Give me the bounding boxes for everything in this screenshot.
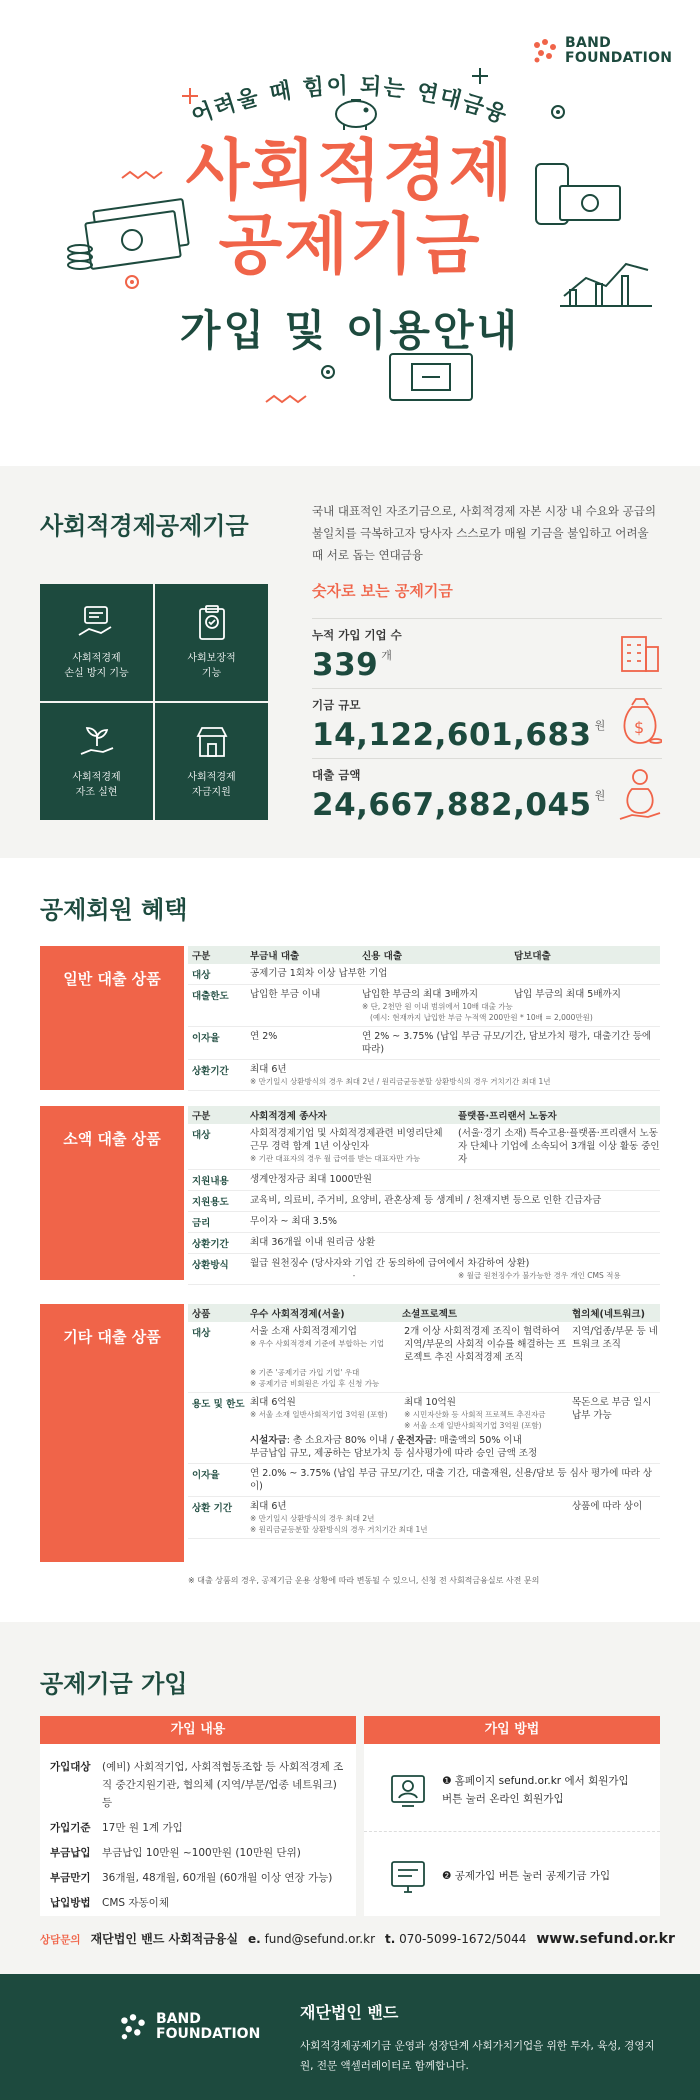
stat-value: 24,667,882,045 xyxy=(312,787,592,823)
table-row: 지원용도 교육비, 의료비, 주거비, 요양비, 관혼상제 등 생계비 / 천재지변 등으로 인한 긴급자금 xyxy=(188,1191,660,1212)
table-general-loan xyxy=(188,946,660,1091)
about-title: 사회적경제공제기금 xyxy=(40,512,249,540)
svg-text:어려울 때 힘이 되는 연대금융 xyxy=(188,73,511,128)
money-bag-hand-icon xyxy=(618,767,662,821)
stat-value: 14,122,601,683 xyxy=(312,717,592,753)
table-header: 구분 사회적경제 종사자 플랫폼·프리랜서 노동자 xyxy=(188,1106,660,1124)
table-row: 대상 서울 소재 사회적경제기업 ※ 우수 사회적경제 기준에 부합하는 기업 2개 이상 사회적경제 조직이 협력하여 지역/부문의 사회적 이슈를 해결하는 프로젝트 추진 사회적경제 조직 ※ 기존 '공제기금 가입 기업' 우대 ※ 공제기금 비회원은 가입 후 신청 가능 지역/업종/부문 등 네트워크 조직 xyxy=(188,1322,660,1393)
stat-unit: 원 xyxy=(594,789,606,802)
feature-tiles xyxy=(40,584,268,820)
band-foundation-logo[interactable] xyxy=(531,36,672,66)
stat-fund-size xyxy=(312,688,662,754)
hero-title-line2: 공제기금 xyxy=(218,206,482,283)
table-row: 대상 공제기금 1회차 이상 납부한 기업 xyxy=(188,964,660,985)
monitor-icon xyxy=(388,1856,428,1896)
footer-title: 재단법인 밴드 xyxy=(300,2003,399,2022)
benefits-title: 공제회원 혜택 xyxy=(40,896,188,924)
benefits-footnote: ※ 대출 상품의 경우, 공제기금 운용 상황에 따라 변동될 수 있으니, 신청 전 사회적금융실로 사전 문의 xyxy=(188,1576,540,1585)
join-content-box xyxy=(40,1744,356,1916)
join-row: 부금만기 36개월, 48개월, 60개월 (60개월 이상 연장 가능) xyxy=(50,1872,333,1884)
stat-label: 누적 가입 기업 수 xyxy=(312,628,402,642)
store-icon xyxy=(194,724,230,760)
hand-coin-icon xyxy=(77,605,117,641)
table-row: 상환 기간 최대 6년 ※ 만기일시 상환방식의 경우 최대 2년 ※ 원리금균등분할 상환방식의 경우 거치기간 최대 1년 상품에 따라 상이 xyxy=(188,1497,660,1539)
feature-tile: 사회보장적 기능 xyxy=(155,584,268,701)
feature-tile: 사회적경제 자조 실현 xyxy=(40,703,153,820)
table-row: 상환기간 최대 36개월 이내 원리금 상환 xyxy=(188,1233,660,1254)
join-row: 납입방법 CMS 자동이체 xyxy=(50,1897,169,1909)
stat-loan-amount xyxy=(312,758,662,828)
atm-screen-icon xyxy=(386,350,476,410)
hero-subtitle xyxy=(0,70,700,128)
wave-line-icon xyxy=(264,392,314,406)
stat-label: 대출 금액 xyxy=(312,768,361,782)
badge-clipboard-icon xyxy=(194,605,230,641)
table-row: 상환방식 월급 원천징수 (당사자와 기업 간 동의하에 급여에서 차감하여 상환) - ※ 월급 원천징수가 불가능한 경우 개인 CMS 적용 xyxy=(188,1254,660,1285)
contact-label: 상담문의 xyxy=(40,1934,81,1946)
about-description: 국내 대표적인 자조기금으로, 사회적경제 자본 시장 내 수요와 공급의 불일치를 극복하고자 당사자 스스로가 매월 기금을 불입하고 어려울 때 서로 돕는 연대금융 xyxy=(312,504,656,562)
table-row: 용도 및 한도 최대 6억원 ※ 서울 소재 일반사회적기업 3억원 (포함) 최대 10억원 ※ 시민자산화 등 사회적 프로젝트 추진자금 ※ 서울 소재 일반사회적기업 3억원 (포함) 시설자금: 총 소요자금 80% 이내 / 운전자금: 매출액의 50% 이내 부금납입 규모, 제공하는 담보가치 등 심사평가에 따라 승인 금액 조정 목돈으로 부금 일시납부 가능 xyxy=(188,1393,660,1464)
table-other-loan xyxy=(188,1304,660,1539)
stat-members xyxy=(312,618,662,684)
user-profile-icon xyxy=(388,1770,428,1810)
table-row: 지원내용 생계안정자금 최대 1000만원 xyxy=(188,1170,660,1191)
join-row: 가입대상 (예비) 사회적기업, 사회적협동조합 등 사회적경제 조직 중간지원기관, 협의체 (지역/부문/업종 네트워크) 등 xyxy=(50,1761,344,1809)
contact-bar: 상담문의 재단법인 밴드 사회적금융실 e. fund@sefund.or.kr t. 070-5099-1672/5044 www.sefund.or.kr xyxy=(40,1931,675,1947)
join-method-header: 가입 방법 xyxy=(364,1716,660,1744)
method-fund-join[interactable]: ❷ 공제가입 버튼 눌러 공제기금 가입 xyxy=(364,1834,660,1918)
table-row: 대출한도 납입한 부금 이내 납입한 부금의 최대 3배까지 납입 부금의 최대 5배까지 ※ 단, 2천만 원 이내 범위에서 10배 대출 가능 (예시: 현재까지 납입한 부금 누적액 200만원 * 10배 = 2,000만원) xyxy=(188,985,660,1027)
hero-title-line3: 가입 및 이용안내 xyxy=(179,306,521,355)
method-online-signup[interactable]: ❶ 홈페이지 sefund.or.kr 에서 회원가입 버튼 눌러 온라인 회원가입 xyxy=(364,1748,660,1832)
table-header: 구분 부금내 대출 신용 대출 담보대출 xyxy=(188,946,660,964)
table-row: 이자율 연 2% 연 2% ~ 3.75% (납입 부금 규모/기간, 담보가치 평가, 대출기간 등에 따라) xyxy=(188,1027,660,1060)
sprout-hand-icon xyxy=(77,724,117,760)
contact-org: 재단법인 밴드 사회적금융실 xyxy=(90,1932,239,1946)
logo-line2: FOUNDATION xyxy=(565,50,673,66)
building-chart-icon xyxy=(618,627,662,675)
stats-heading: 숫자로 보는 공제기금 xyxy=(312,582,453,600)
svg-text:$: $ xyxy=(634,718,645,737)
stat-unit: 원 xyxy=(594,719,606,732)
join-row: 부금납입 부금납입 10만원 ~100만원 (10만원 단위) xyxy=(50,1847,301,1859)
table-row: 금리 무이자 ~ 최대 3.5% xyxy=(188,1212,660,1233)
category-small-loan: 소액 대출 상품 xyxy=(40,1106,184,1280)
logo-mark-icon xyxy=(531,37,559,65)
hero-subtitle-text: 어려울 때 힘이 되는 연대금융 xyxy=(188,73,512,128)
footer-logo[interactable]: BAND FOUNDATION xyxy=(118,2012,260,2042)
table-row: 상환기간 최대 6년 ※ 만기일시 상환방식의 경우 최대 2년 / 원리금균등분할 상환방식의 경우 거치기간 최대 1년 xyxy=(188,1060,660,1091)
stat-label: 기금 규모 xyxy=(312,698,361,712)
category-other-loan: 기타 대출 상품 xyxy=(40,1304,184,1562)
logo-line1: BAND xyxy=(565,35,612,51)
join-title: 공제기금 가입 xyxy=(40,1670,188,1698)
table-small-loan xyxy=(188,1106,660,1285)
contact-tel[interactable]: 070-5099-1672/5044 xyxy=(399,1932,527,1946)
table-row: 대상 사회적경제기업 및 사회적경제관련 비영리단체 근무 경력 합계 1년 이상인자 ※ 기관 대표자의 경우 월 급여를 받는 대표자만 가능 (서울·경기 소재) 특수고용·플랫폼·프리랜서 노동자 단체나 기업에 소속되어 3개월 이상 활동 중인 자 xyxy=(188,1124,660,1170)
footer-description: 사회적경제공제기금 운영과 성장단계 사회가치기업을 위한 투자, 육성, 경영지원, 전문 액셀러레이터로 함께합니다. xyxy=(300,2040,655,2072)
money-bag-icon xyxy=(618,697,662,747)
logo-mark-icon xyxy=(118,2012,148,2042)
join-content-header: 가입 내용 xyxy=(40,1716,356,1744)
feature-tile: 사회적경제 손실 방지 기능 xyxy=(40,584,153,701)
contact-email[interactable]: fund@sefund.or.kr xyxy=(264,1932,376,1946)
category-general-loan: 일반 대출 상품 xyxy=(40,946,184,1090)
contact-website-link[interactable]: www.sefund.or.kr xyxy=(536,1931,675,1947)
table-header: 상품 우수 사회적경제(서울) 소셜프로젝트 협의체(네트워크) xyxy=(188,1304,660,1322)
feature-tile: 사회적경제 자금지원 xyxy=(155,703,268,820)
join-row: 가입기준 17만 원 1계 가입 xyxy=(50,1822,183,1834)
hero-title-line1: 사회적경제 xyxy=(185,132,515,209)
stat-unit: 개 xyxy=(381,649,393,662)
gear-icon xyxy=(316,360,340,384)
stat-value: 339 xyxy=(312,647,379,683)
table-row: 이자율 연 2.0% ~ 3.75% (납입 부금 규모/기간, 대출 기간, 대출재원, 신용/담보 등 심사 평가에 따라 상이) xyxy=(188,1464,660,1497)
